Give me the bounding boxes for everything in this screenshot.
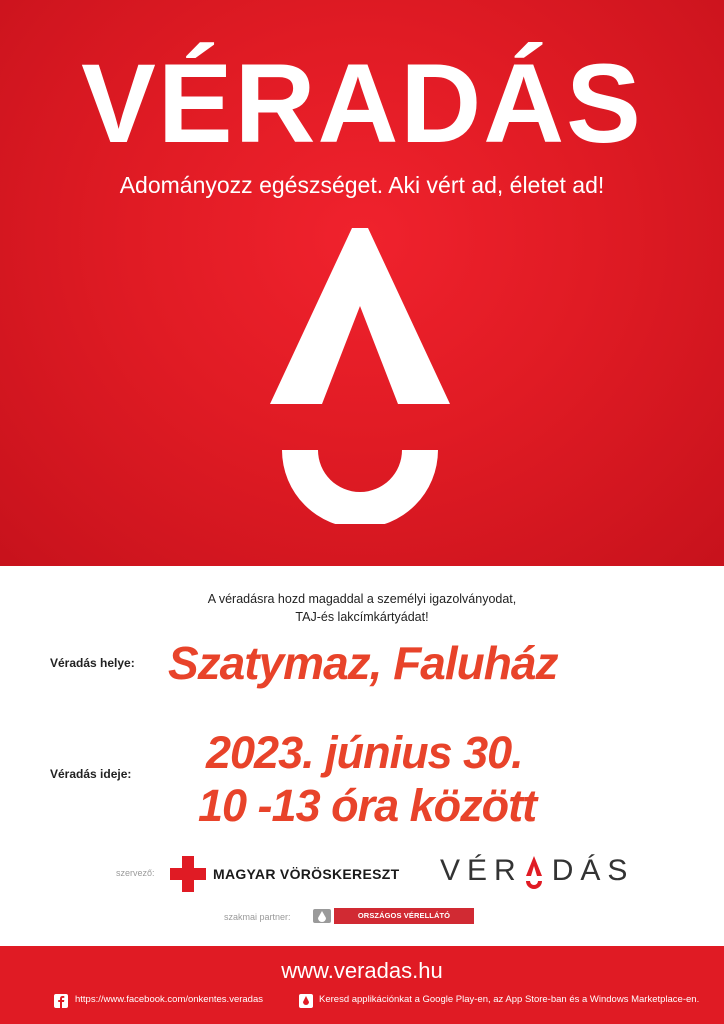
brand-logo-part1: VÉR bbox=[440, 854, 523, 887]
partner-name: ORSZÁGOS VÉRELLÁTÓ SZOLGÁLAT bbox=[334, 908, 474, 924]
organizer-label: szervező: bbox=[116, 868, 155, 878]
poster-slogan: Adományozz egészséget. Aki vért ad, életet ad! bbox=[119, 172, 605, 198]
mini-drop-icon bbox=[523, 854, 545, 890]
id-reminder-line1: A véradásra hozd magaddal a személyi igazolványodat, bbox=[207, 592, 517, 606]
footer-bar bbox=[0, 946, 724, 1024]
blood-drop-app-icon bbox=[299, 994, 313, 1008]
date-value: 2023. június 30. bbox=[206, 727, 523, 778]
red-cross-icon bbox=[170, 856, 206, 892]
time-value: 10 -13 óra között bbox=[198, 780, 537, 831]
partner-label: szakmai partner: bbox=[224, 912, 291, 922]
veradas-brand-logo bbox=[440, 854, 634, 894]
facebook-link[interactable]: https://www.facebook.com/onkentes.veradas bbox=[75, 994, 263, 1005]
id-reminder-line2: TAJ-és lakcímkártyádat! bbox=[295, 610, 429, 624]
brand-logo-part2: DÁS bbox=[551, 854, 635, 887]
date-label: Véradás ideje: bbox=[50, 767, 132, 781]
facebook-icon[interactable] bbox=[54, 994, 68, 1008]
organizer-name: MAGYAR VÖRÖSKERESZT bbox=[213, 866, 400, 882]
place-label: Véradás helye: bbox=[50, 656, 135, 670]
website-link[interactable]: www.veradas.hu bbox=[281, 958, 443, 983]
place-value: Szatymaz, Faluház bbox=[168, 637, 558, 689]
app-promo-text: Keresd applikációnkat a Google Play-en, az App Store-ban és a Windows Marketplace-en. bbox=[319, 994, 700, 1005]
id-reminder bbox=[0, 590, 724, 626]
blood-service-icon bbox=[312, 906, 332, 926]
poster-title: VÉRADÁS bbox=[81, 41, 643, 166]
blood-drop-smile-icon bbox=[262, 228, 458, 524]
